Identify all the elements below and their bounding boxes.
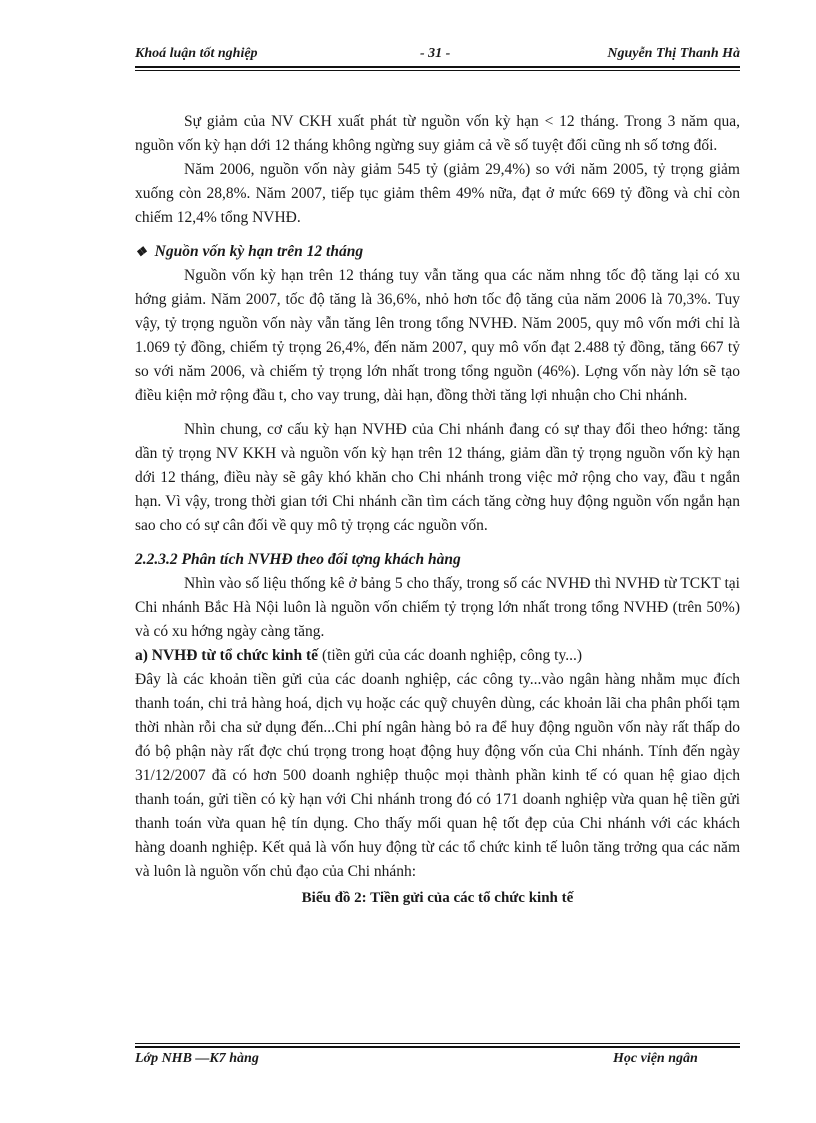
section-heading-long-term [135, 240, 740, 264]
page-header [135, 46, 740, 66]
paragraph-long-term-funds: Nguồn vốn kỳ hạn trên 12 tháng tuy vẫn tăng qua các năm nhng tốc độ tăng lại có xu hớng giảm. Năm 2007, tốc độ tăng là 36,6%, nhỏ hơn tốc độ tăng của năm 2006 là 70,3%. Tuy vậy, tỷ trọng nguồn vốn này vẫn tăng lên trong tổng NVHĐ. Năm 2005, quy mô vốn mới chỉ là 1.069 tỷ đồng, chiếm tỷ trọng 26,4%, đến năm 2007, quy mô vốn đạt 2.488 tỷ đồng, tăng 667 tỷ so với năm 2006, và chiếm tỷ trọng lớn nhất trong tổng nguồn (46%). Lợng vốn này lớn sẽ tạo điều kiện mở rộng đầu t, cho vay trung, dài hạn, đồng thời tăng lợi nhuận cho Chi nhánh. [135, 267, 740, 404]
paragraph-customer-analysis: Nhìn vào số liệu thống kê ở bảng 5 cho thấy, trong số các NVHĐ thì NVHĐ từ TCKT tại Chi nhánh Bắc Hà Nội luôn là nguồn vốn chiếm tỷ trọng lớn nhất trong tổng NVHĐ (trên 50%) và có xu hớng ngày càng tăng. [135, 575, 740, 640]
footer-rule-thin [135, 1043, 740, 1044]
paragraph-short-term-decline: Sự giảm của NV CKH xuất phát từ nguồn vốn kỳ hạn < 12 tháng. Trong 3 năm qua, nguồn vốn kỳ hạn dới 12 tháng không ngừng suy giảm cả về số tuyệt đối cũng nh số tơng đối. [135, 113, 740, 154]
section-heading-2-2-3-2: 2.2.3.2 Phân tích NVHĐ theo đối tợng khách hàng [135, 551, 461, 568]
header-thesis-label: Khoá luận tốt nghiệp [135, 46, 258, 61]
diamond-bullet-icon: ❖ [135, 244, 147, 259]
paragraph-term-structure-summary: Nhìn chung, cơ cấu kỳ hạn NVHĐ của Chi nhánh đang có sự thay đổi theo hớng: tăng dần tỷ trọng NV KKH và nguồn vốn kỳ hạn trên 12 tháng, giảm dần tỷ trọng nguồn vốn kỳ hạn dới 12 tháng, điều này sẽ gây khó khăn cho Chi nhánh trong việc mở rộng cho vay, đầu t ngắn hạn. Vì vậy, trong thời gian tới Chi nhánh cần tìm cách tăng cờng huy động nguồn vốn ngắn hạn sao cho có sự cân đối về quy mô tỷ trọng các nguồn vốn. [135, 421, 740, 534]
footer-institution-label: Học viện ngân [613, 1051, 698, 1066]
page-footer [135, 1051, 740, 1091]
header-rule-thick [135, 66, 740, 68]
subheading-bold-part: a) NVHĐ từ tổ chức kinh tế [135, 647, 319, 664]
page-number: - 31 - [420, 46, 451, 61]
page-body [135, 110, 740, 910]
footer-rule-thick [135, 1046, 740, 1048]
header-author-name: Nguyễn Thị Thanh Hà [607, 46, 740, 61]
header-rule-thin [135, 70, 740, 71]
subheading-economic-organizations [135, 644, 740, 668]
section-heading-long-term-text: Nguồn vốn kỳ hạn trên 12 tháng [154, 243, 364, 260]
paragraph-2006-2007-figures: Năm 2006, nguồn vốn này giảm 545 tỷ (giảm 29,4%) so với năm 2005, tỷ trọng giảm xuống còn 28,8%. Năm 2007, tiếp tục giảm thêm 49% nữa, đạt ở mức 669 tỷ đồng và chỉ còn chiếm 12,4% tổng NVHĐ. [135, 161, 740, 226]
paragraph-enterprise-deposits: Đây là các khoản tiền gửi của các doanh nghiệp, các công ty...vào ngân hàng nhằm mục đích thanh toán, chi trả hàng hoá, dịch vụ hoặc các quỹ chuyên dùng, các khoản lãi cha phân phối tạm thời nhàn rỗi cha sử dụng đến...Chi phí ngân hàng bỏ ra để huy động nguồn vốn này rất thấp do đó bộ phận này rất đợc chú trọng trong hoạt động huy động vốn của Chi nhánh. Tính đến ngày 31/12/2007 đã có hơn 500 doanh nghiệp thuộc mọi thành phần kinh tế có quan hệ giao dịch thanh toán, gửi tiền có kỳ hạn với Chi nhánh trong đó có 171 doanh nghiệp vừa quan hệ tiền gửi thanh toán vừa quan hệ tín dụng. Cho thấy mối quan hệ tốt đẹp của Chi nhánh với các khách hàng doanh nghiệp. Kết quả là vốn huy động từ các tổ chức kinh tế luôn tăng trởng qua các năm và luôn là nguồn vốn chủ đạo của Chi nhánh: [135, 671, 740, 880]
chart-caption: Biểu đồ 2: Tiền gửi của các tổ chức kinh tế [301, 890, 574, 906]
subheading-rest: (tiền gửi của các doanh nghiệp, công ty...) [318, 647, 582, 664]
footer-class-label: Lớp NHB —K7 hàng [135, 1051, 259, 1066]
